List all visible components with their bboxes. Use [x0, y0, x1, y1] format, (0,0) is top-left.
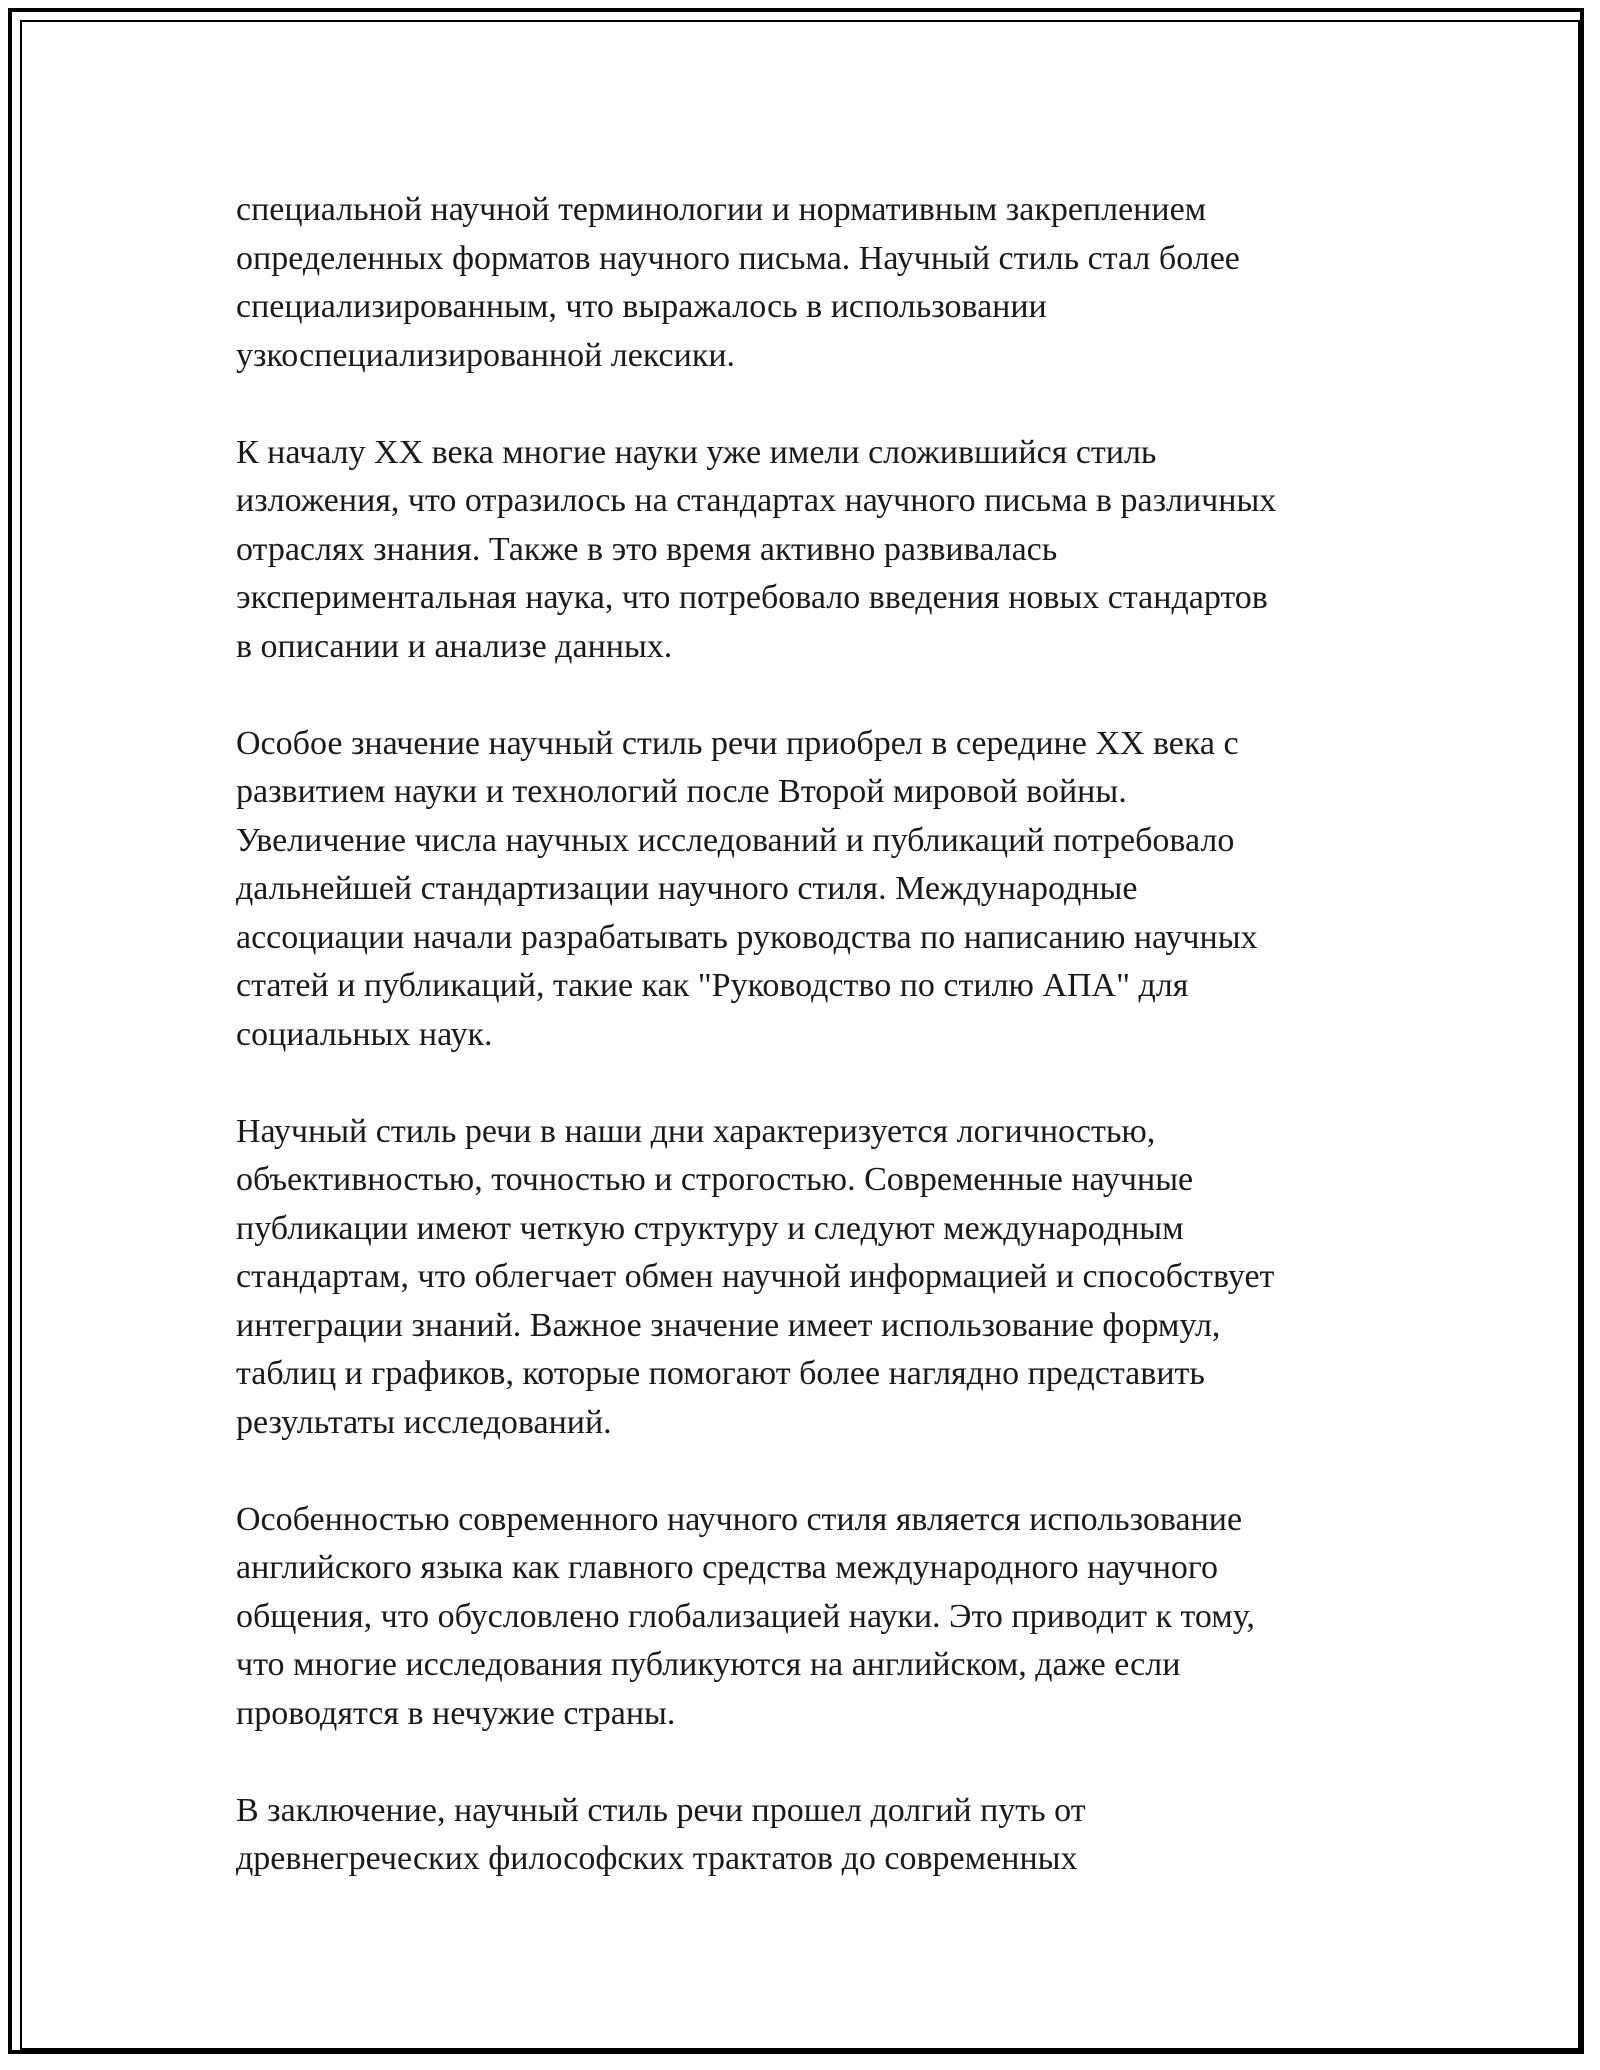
paragraph: Особенностью современного научного стиля является использование английского языка как главного средства международного научного общения, что обусловлено глобализацией науки. Это приводит к тому, что многие исследования публикуются на английском, даже если проводятся в нечужие страны.	[236, 1500, 1255, 1732]
paragraph: специальной научной терминологии и нормативным закреплением определенных форматов научного письма. Научный стиль стал более специализированным, что выражалось в использовании узкоспециализированной лексики.	[236, 191, 1240, 374]
paragraph: Научный стиль речи в наши дни характеризуется логичностью, объективностью, точностью и строгостью. Современные научные публикации имеют четкую структуру и следуют международным стандартам, что облегчает обмен научной информацией и способствует интеграции знаний. Важное значение имеет использование формул, таблиц и графиков, которые помогают более наглядно представить результаты исследований.	[236, 1112, 1275, 1441]
paragraph: Особое значение научный стиль речи приобрел в середине XX века с развитием науки и технологий после Второй мировой войны. Увеличение числа научных исследований и публикаций потребовало дальнейшей стандартизации научного стиля. Международные ассоциации начали разрабатывать руководства по написанию научных статей и публикаций, такие как "Руководство по стилю АПА" для социальных наук.	[236, 724, 1258, 1053]
paragraph: К началу XX века многие науки уже имели сложившийся стиль изложения, что отразилось на стандартах научного письма в различных отраслях знания. Также в это время активно развивалась экспериментальная наука, что потребовало введения новых стандартов в описании и анализе данных.	[236, 433, 1277, 665]
document-body	[236, 186, 1386, 1932]
paragraph: В заключение, научный стиль речи прошел долгий путь от древнегреческих философских трактатов до современных	[236, 1791, 1086, 1877]
